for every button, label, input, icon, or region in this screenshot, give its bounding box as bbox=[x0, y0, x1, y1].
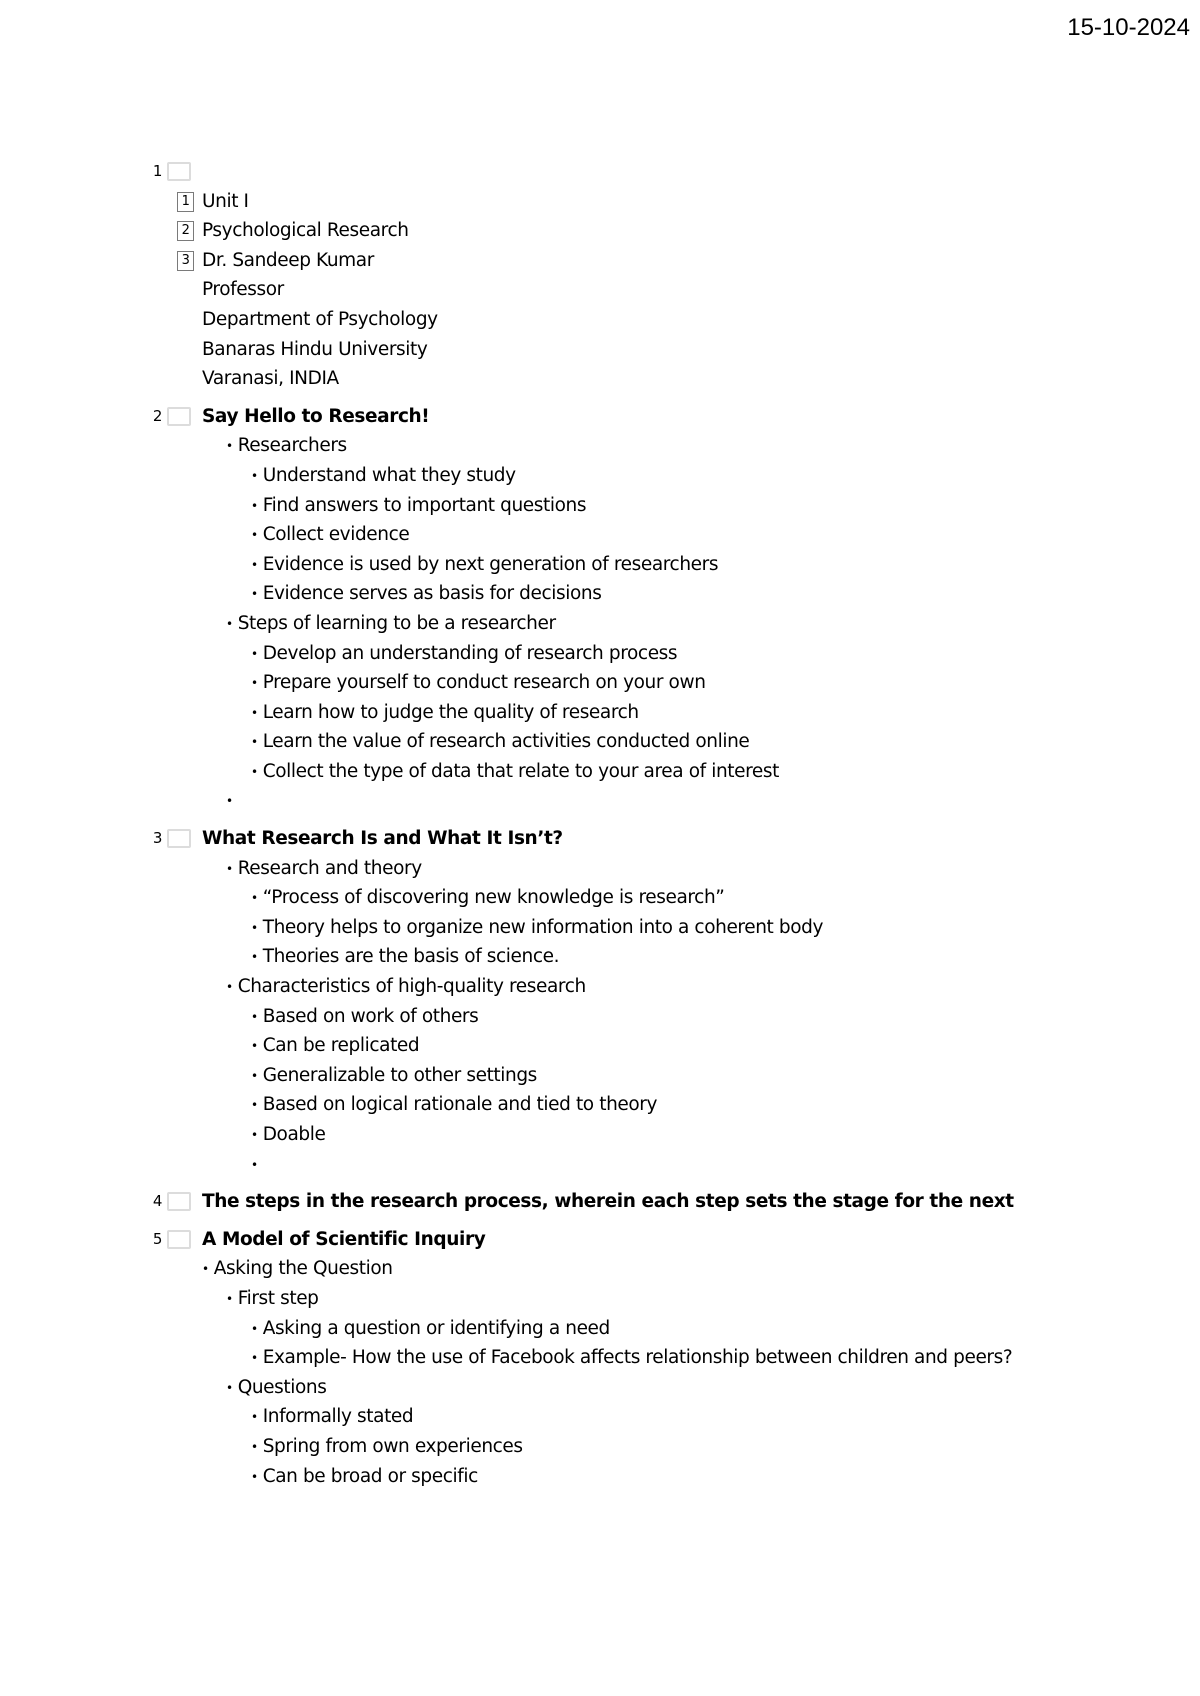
bullet-line bbox=[0, 1120, 1200, 1150]
bullet-line bbox=[0, 1314, 1200, 1344]
bullet-text: • Understand what they study bbox=[251, 461, 516, 493]
bullet-line bbox=[0, 431, 1200, 461]
placeholder-index-box: 2 bbox=[177, 221, 194, 241]
text-line bbox=[0, 335, 1200, 365]
slide-number: 1 bbox=[152, 162, 162, 180]
bullet-text: • Theory helps to organize new information into a coherent body bbox=[251, 913, 823, 945]
slide-title: What Research Is and What It Isn’t? bbox=[202, 828, 563, 850]
slide-title: Say Hello to Research! bbox=[202, 405, 430, 427]
placeholder-text: Dr. Sandeep Kumar bbox=[202, 249, 374, 271]
body-text: Professor bbox=[202, 279, 284, 301]
bullet-text: • Theories are the basis of science. bbox=[251, 942, 559, 974]
text-line bbox=[0, 364, 1200, 394]
bullet-line bbox=[0, 491, 1200, 521]
placeholder-text: Psychological Research bbox=[202, 220, 409, 242]
bullet-line bbox=[0, 972, 1200, 1002]
bullet-line bbox=[0, 520, 1200, 550]
bullet-text: • Can be replicated bbox=[251, 1031, 419, 1063]
placeholder-line bbox=[0, 246, 1200, 276]
slide-3 bbox=[0, 824, 1200, 1179]
empty-bullet bbox=[226, 786, 238, 818]
bullet-text: • Example- How the use of Facebook affects relationship between children and peers? bbox=[251, 1343, 1012, 1375]
bullet-line bbox=[0, 1061, 1200, 1091]
bullet-line bbox=[0, 1090, 1200, 1120]
text-line bbox=[0, 305, 1200, 335]
placeholder-index-box: 3 bbox=[177, 251, 194, 271]
slide-5 bbox=[0, 1225, 1200, 1491]
bullet-text: • Spring from own experiences bbox=[251, 1432, 523, 1464]
bullet-line bbox=[0, 1031, 1200, 1061]
slide-thumbnail-box[interactable] bbox=[167, 162, 191, 181]
text-line bbox=[0, 275, 1200, 305]
bullet-line bbox=[0, 550, 1200, 580]
slide-header bbox=[0, 402, 1200, 432]
slide-thumbnail-box[interactable] bbox=[167, 407, 191, 426]
bullet-line bbox=[0, 461, 1200, 491]
bullet-line bbox=[0, 727, 1200, 757]
bullet-text: • Questions bbox=[226, 1373, 326, 1405]
bullet-line bbox=[0, 1150, 1200, 1180]
bullet-text: • Steps of learning to be a researcher bbox=[226, 609, 556, 641]
bullet-line bbox=[0, 698, 1200, 728]
bullet-text: • Learn how to judge the quality of research bbox=[251, 698, 639, 730]
bullet-text: • Based on work of others bbox=[251, 1002, 478, 1034]
bullet-text: • Doable bbox=[251, 1120, 325, 1152]
slide-1 bbox=[0, 157, 1200, 394]
bullet-text: • Researchers bbox=[226, 431, 347, 463]
slide-header bbox=[0, 824, 1200, 854]
placeholder-line bbox=[0, 216, 1200, 246]
bullet-line bbox=[0, 854, 1200, 884]
page-date: 15-10-2024 bbox=[1067, 14, 1190, 41]
bullet-text: • Prepare yourself to conduct research on your own bbox=[251, 668, 706, 700]
slide-header bbox=[0, 1187, 1200, 1217]
bullet-line bbox=[0, 668, 1200, 698]
slide-title: A Model of Scientific Inquiry bbox=[202, 1228, 486, 1250]
bullet-line bbox=[0, 639, 1200, 669]
bullet-text: • Asking the Question bbox=[202, 1254, 393, 1286]
bullet-text: • Generalizable to other settings bbox=[251, 1061, 537, 1093]
bullet-text: • Asking a question or identifying a need bbox=[251, 1314, 610, 1346]
slide-number: 4 bbox=[152, 1192, 162, 1211]
bullet-text: • First step bbox=[226, 1284, 319, 1316]
bullet-text: • Evidence is used by next generation of researchers bbox=[251, 550, 718, 582]
bullet-line bbox=[0, 1402, 1200, 1432]
body-text: Banaras Hindu University bbox=[202, 338, 428, 360]
bullet-text: • Research and theory bbox=[226, 854, 422, 886]
bullet-text: • Evidence serves as basis for decisions bbox=[251, 579, 601, 611]
bullet-text: • Informally stated bbox=[251, 1402, 413, 1434]
bullet-text: • Collect evidence bbox=[251, 520, 409, 552]
slide-header bbox=[0, 157, 1200, 187]
bullet-text: • Develop an understanding of research process bbox=[251, 639, 677, 671]
bullet-line bbox=[0, 1462, 1200, 1492]
slide-title: The steps in the research process, wherein each step sets the stage for the next bbox=[202, 1191, 1014, 1213]
slide-thumbnail-box[interactable] bbox=[167, 829, 191, 848]
bullet-line bbox=[0, 579, 1200, 609]
bullet-text: • Find answers to important questions bbox=[251, 491, 586, 523]
body-text: Department of Psychology bbox=[202, 308, 438, 330]
bullet-line bbox=[0, 1002, 1200, 1032]
slide-number: 3 bbox=[152, 829, 162, 848]
bullet-line bbox=[0, 1373, 1200, 1403]
slide-outline bbox=[0, 157, 1200, 1491]
bullet-line bbox=[0, 942, 1200, 972]
bullet-text: • Can be broad or specific bbox=[251, 1462, 478, 1494]
placeholder-text: Unit I bbox=[202, 190, 249, 212]
bullet-line bbox=[0, 1343, 1200, 1373]
bullet-line bbox=[0, 609, 1200, 639]
bullet-text: • “Process of discovering new knowledge is research” bbox=[251, 883, 724, 915]
slide-number: 2 bbox=[152, 406, 162, 425]
slide-2 bbox=[0, 402, 1200, 816]
bullet-line bbox=[0, 913, 1200, 943]
placeholder-line bbox=[0, 187, 1200, 217]
bullet-text: • Collect the type of data that relate to your area of interest bbox=[251, 757, 779, 789]
bullet-text: • Characteristics of high-quality research bbox=[226, 972, 586, 1004]
slide-4 bbox=[0, 1187, 1200, 1217]
bullet-line bbox=[0, 1432, 1200, 1462]
bullet-line bbox=[0, 1284, 1200, 1314]
bullet-line bbox=[0, 786, 1200, 816]
bullet-line bbox=[0, 757, 1200, 787]
slide-number: 5 bbox=[152, 1229, 162, 1248]
slide-thumbnail-box[interactable] bbox=[167, 1230, 191, 1249]
bullet-text: • Based on logical rationale and tied to theory bbox=[251, 1090, 657, 1122]
bullet-line bbox=[0, 883, 1200, 913]
bullet-line bbox=[0, 1254, 1200, 1284]
slide-header bbox=[0, 1225, 1200, 1255]
body-text: Varanasi, INDIA bbox=[202, 368, 339, 390]
placeholder-index-box: 1 bbox=[177, 192, 194, 212]
slide-thumbnail-box[interactable] bbox=[167, 1192, 191, 1211]
bullet-text: • Learn the value of research activities conducted online bbox=[251, 727, 749, 759]
empty-bullet bbox=[251, 1150, 263, 1182]
